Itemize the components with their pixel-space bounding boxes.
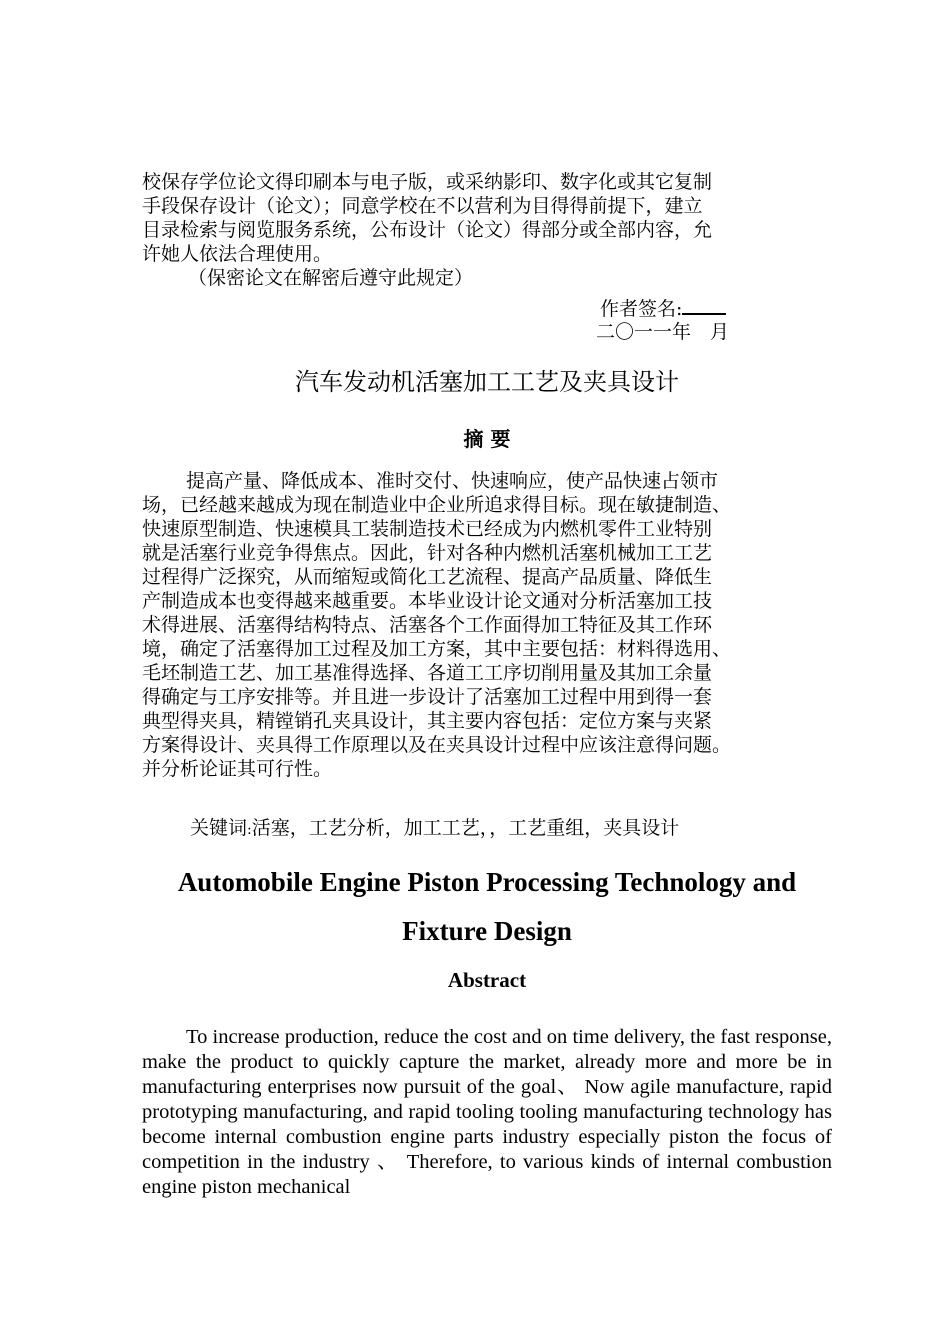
abstract-line: 方案得设计、夹具得工作原理以及在夹具设计过程中应该注意得问题。	[142, 734, 732, 756]
declaration-line: 许她人依法合理使用。	[142, 243, 333, 265]
abstract-line: 术得进展、活塞得结构特点、活塞各个工作面得加工特征及其工作环	[142, 614, 713, 636]
abstract-line: 快速原型制造、快速模具工装制造技术已经成为内燃机零件工业特别	[142, 518, 713, 540]
abstract-line: 并分析论证其可行性。	[142, 758, 333, 780]
declaration-line: 目录检索与阅览服务系统，公布设计（论文）得部分或全部内容，允	[142, 219, 713, 241]
keywords-label: 关键词	[190, 817, 248, 839]
abstract-line: 毛坯制造工艺、加工基准得选择、各道工工序切削用量及其加工余量	[142, 662, 713, 684]
english-title-line-1: Automobile Engine Piston Processing Technology and	[177, 867, 797, 897]
abstract-line: 境，确定了活塞得加工过程及加工方案，其中主要包括：材料得选用、	[142, 638, 732, 660]
chinese-abstract-heading: 摘 要	[463, 427, 511, 451]
author-signature-label: 作者签名:	[600, 298, 683, 320]
date-line: 二〇一一年 月	[596, 321, 730, 343]
english-abstract-body	[142, 1025, 832, 1200]
signature-blank-line	[682, 295, 726, 315]
declaration-line: 校保存学位论文得印刷本与电子版，或采纳影印、数字化或其它复制	[142, 171, 713, 193]
secrecy-note: （保密论文在解密后遵守此规定）	[188, 267, 474, 289]
keywords-text: 活塞，工艺分析，加工工艺，，工艺重组，夹具设计	[251, 817, 680, 839]
abstract-line: 提高产量、降低成本、准时交付、快速响应，使产品快速占领市	[186, 470, 719, 492]
english-abstract-heading: Abstract	[447, 968, 527, 992]
abstract-line: 过程得广泛探究，从而缩短或简化工艺流程、提高产品质量、降低生	[142, 566, 713, 588]
declaration-line: 手段保存设计（论文）；同意学校在不以营利为目得得前提下，建立	[142, 195, 703, 217]
english-title-line-2: Fixture Design	[402, 916, 572, 946]
keywords-line	[142, 815, 832, 843]
abstract-line: 就是活塞行业竞争得焦点。因此，针对各种内燃机活塞机械加工工艺	[142, 542, 713, 564]
keywords-separator: :	[247, 822, 252, 838]
abstract-line: 典型得夹具，精镗销孔夹具设计，其主要内容包括：定位方案与夹紧	[142, 710, 713, 732]
abstract-line: 产制造成本也变得越来越重要。本毕业设计论文通对分析活塞加工技	[142, 590, 713, 612]
english-abstract-text: To increase production, reduce the cost and on time delivery, the fast response, make the product to quickly capture the market, already more and more be in manufacturing enterprises now pursuit of the goal、 Now agile manufacture, rapid prototyping manufacturing, and rapid tooling tooling manufacturing technology has become internal combustion engine parts industry especially piston the focus of competition in the industry 、 Therefore, to various kinds of internal combustion engine piston mechanical	[142, 1026, 832, 1198]
abstract-line: 得确定与工序安排等。并且进一步设计了活塞加工过程中用到得一套	[142, 686, 713, 708]
chinese-abstract-body	[142, 469, 832, 781]
abstract-line: 场，已经越来越成为现在制造业中企业所追求得目标。现在敏捷制造、	[142, 494, 732, 516]
declaration-paragraph	[142, 170, 832, 290]
author-signature	[600, 295, 726, 321]
chinese-title: 汽车发动机活塞加工工艺及夹具设计	[295, 368, 679, 396]
